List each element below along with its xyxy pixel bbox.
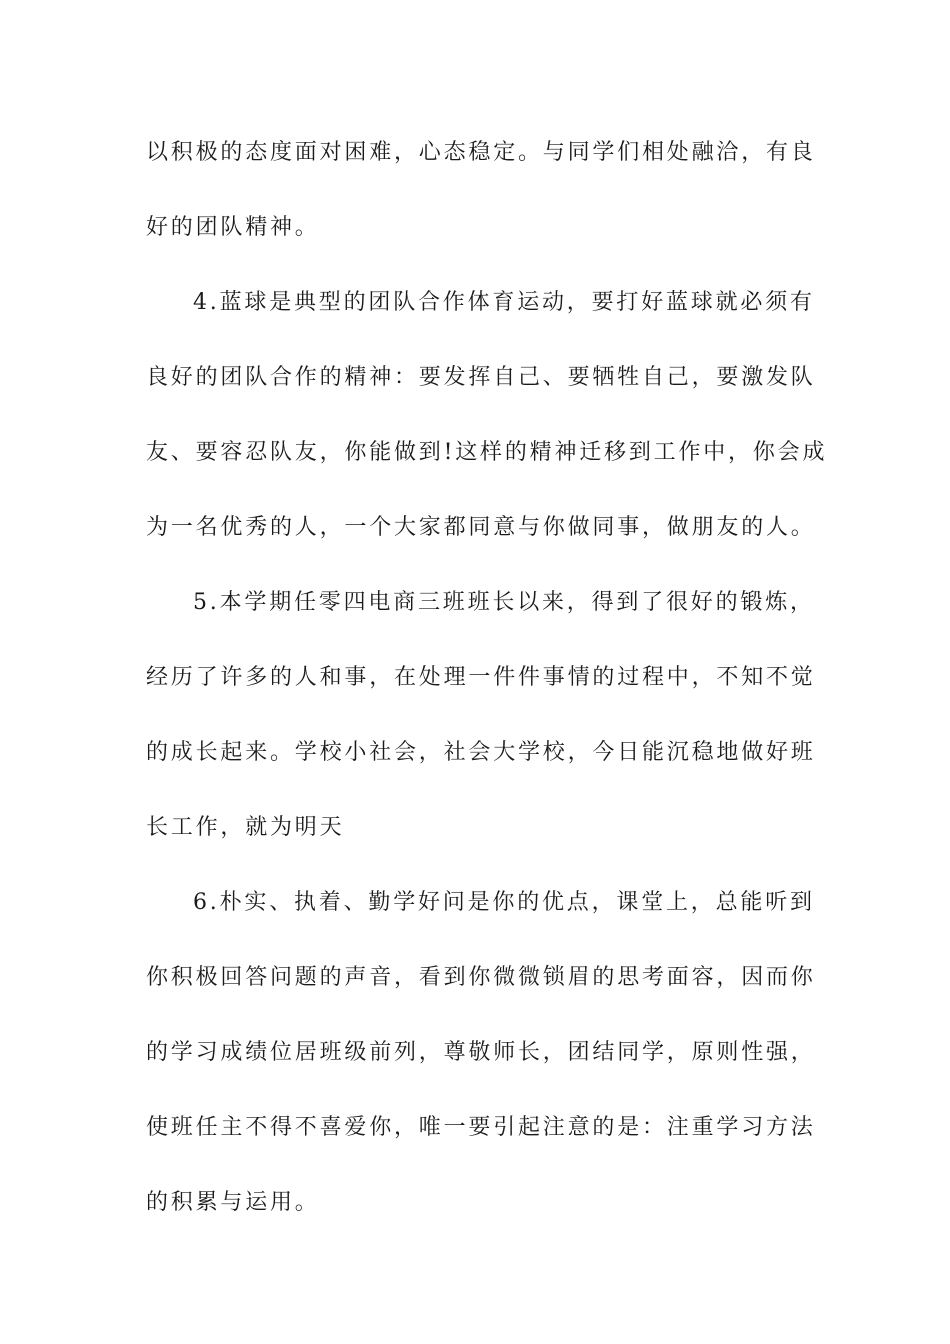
text-line: 以积极的态度面对困难，心态稳定。与同学们相处融洽，有良: [146, 140, 816, 165]
text-line: 经历了许多的人和事，在处理一件件事情的过程中，不知不觉: [146, 665, 816, 690]
text-line: 好的团队精神。: [146, 215, 320, 240]
text-line: 友、要容忍队友，你能做到!这样的精神迁移到工作中，你会成: [146, 440, 828, 465]
text-line: 你积极回答问题的声音，看到你微微锁眉的思考面容，因而你: [146, 965, 816, 990]
text-line: 的成长起来。学校小社会，社会大学校，今日能沉稳地做好班: [146, 740, 816, 765]
text-line: 良好的团队合作的精神：要发挥自己、要牺牲自己，要激发队: [146, 365, 816, 390]
paragraph-6-start: 6.朴实、执着、勤学好问是你的优点，课堂上，总能听到: [193, 890, 815, 915]
paragraph-4-start: 4.蓝球是典型的团队合作体育运动，要打好蓝球就必须有: [193, 290, 815, 315]
text-line: 的学习成绩位居班级前列，尊敬师长，团结同学，原则性强，: [146, 1040, 816, 1065]
text-line: 的积累与运用。: [146, 1190, 320, 1215]
text-line: 长工作，就为明天: [146, 815, 345, 840]
text-line: 为一名优秀的人，一个大家都同意与你做同事，做朋友的人。: [146, 515, 816, 540]
paragraph-5-start: 5.本学期任零四电商三班班长以来，得到了很好的锻炼，: [193, 590, 815, 615]
text-line: 使班任主不得不喜爱你，唯一要引起注意的是：注重学习方法: [146, 1115, 816, 1140]
